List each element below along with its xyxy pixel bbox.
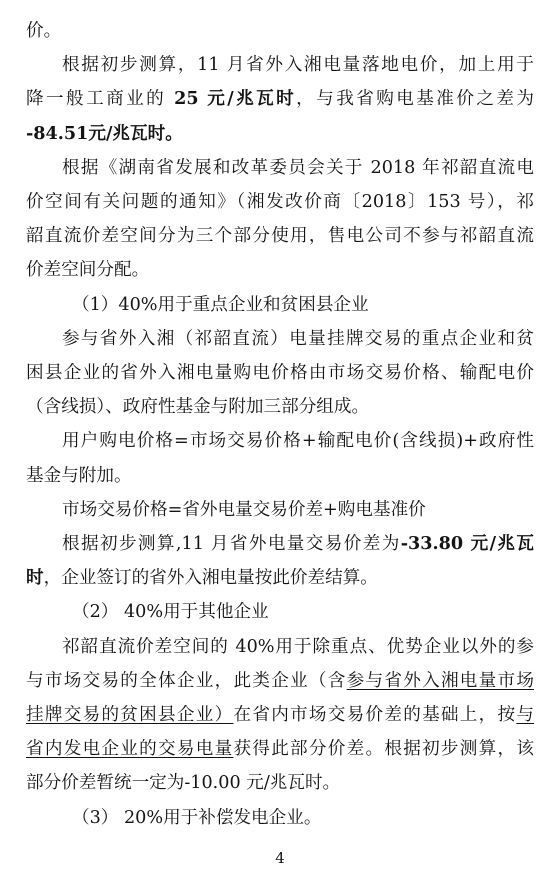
text-line: 困县企业的省外入湘电量购电价格由市场交易价格、输配电价: [26, 363, 534, 383]
formula-line: 市场交易价格=省外电量交易价差+购电基准价: [62, 499, 426, 520]
text-line: 价差空间分配。: [26, 260, 150, 281]
section-heading-1: （1）40%用于重点企业和贫困县企业: [72, 294, 369, 315]
text-line: 挂牌交易的贫困县企业）在省内市场交易价差的基础上，按与: [26, 705, 534, 725]
text-line: 祁韶直流价差空间的 40%用于除重点、优势企业以外的参: [62, 636, 534, 657]
text-line: 价。: [26, 21, 62, 41]
section-heading-2: （2） 40%用于其他企业: [72, 602, 269, 623]
text-line: 根据初步测算，11 月省外入湘电量落地电价，加上用于: [62, 55, 534, 76]
bold-price: 25 元/兆瓦时: [174, 88, 297, 110]
bold-price-line: -84.51元/兆瓦时。: [26, 122, 183, 144]
underlined-text: 挂牌交易的贫困县企业）: [26, 705, 234, 725]
formula-line: 用户购电价格=市场交易价格+输配电价(含线损)+政府性: [62, 431, 534, 452]
text-line: 与市场交易的全体企业，此类企业（含参与省外入湘电量市场: [26, 670, 534, 691]
text-line: 根据《湖南省发展和改革委员会关于 2018 年祁韶直流电: [62, 157, 534, 178]
underlined-text: 与: [516, 705, 534, 725]
section-heading-3: （3） 20%用于补偿发电企业。: [72, 807, 322, 828]
bold-price: -33.80 元/兆瓦: [400, 533, 534, 554]
text-line: 价空间有关问题的通知》（湘发改价商〔2018〕153 号），祁: [26, 192, 534, 212]
text-line: 降一般工商业的 25 元/兆瓦时，与我省购电基准价之差为: [26, 88, 534, 110]
text-line: （含线损）、政府性基金与附加三部分组成。: [26, 397, 370, 418]
text-line: 省内发电企业的交易电量获得此部分价差。根据初步测算，该: [26, 739, 534, 760]
page-number: 4: [275, 849, 285, 867]
text-line: 根据初步测算,11 月省外电量交易价差为-33.80 元/兆瓦: [62, 533, 534, 554]
underlined-text: 省内发电企业的交易电量: [26, 739, 234, 760]
text-line: 部分价差暂统一定为-10.00 元/兆瓦时。: [26, 773, 341, 794]
text-line: 时，企业签订的省外入湘电量按此价差结算。: [26, 567, 378, 589]
underlined-text: 参与省外入湘电量市场: [346, 670, 534, 691]
text-line: 韶直流价差空间分为三个部分使用，售电公司不参与祁韶直流: [26, 226, 534, 247]
text-line: 基金与附加。: [26, 465, 132, 486]
text-line: 参与省外入湘（祁韶直流）电量挂牌交易的重点企业和贫: [62, 328, 534, 349]
